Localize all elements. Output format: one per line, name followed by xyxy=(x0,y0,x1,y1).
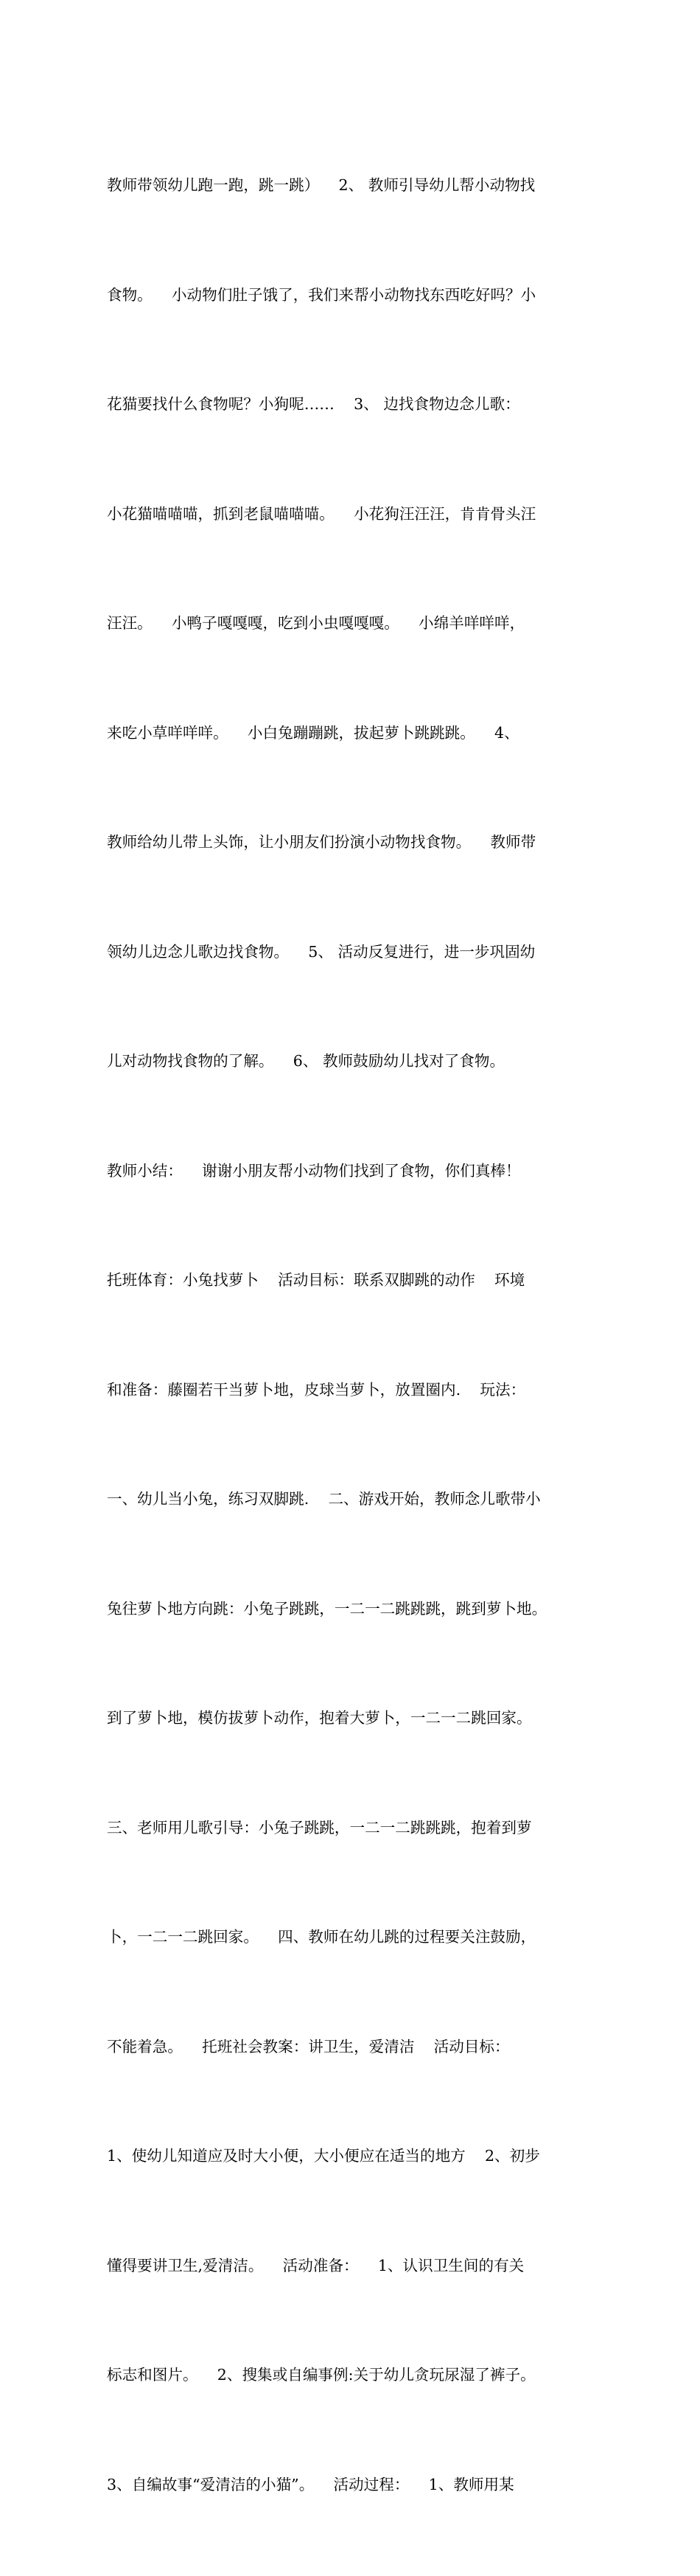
text-line: 到了萝卜地，模仿拔萝卜动作，抱着大萝卜，一二一二跳回家。 xyxy=(107,1709,532,1727)
body-text xyxy=(107,94,596,2576)
text-line: 教师给幼儿带上头饰，让小朋友们扮演小动物找食物。 教师带 xyxy=(107,833,536,851)
text-line: 来吃小草咩咩咩。 小白兔蹦蹦跳，拔起萝卜跳跳跳。 4、 xyxy=(107,723,519,742)
text-line: 不能着急。 托班社会教案：讲卫生，爱清洁 活动目标： xyxy=(107,2037,510,2055)
text-line: 懂得要讲卫生,爱清洁。 活动准备： 1、认识卫生间的有关 xyxy=(107,2256,525,2274)
text-line: 标志和图片。 2、搜集或自编事例:关于幼儿贪玩尿湿了裤子。 xyxy=(107,2366,536,2384)
text-line: 教师小结： 谢谢小朋友帮小动物们找到了食物，你们真棒！ xyxy=(107,1161,521,1180)
text-line: 兔往萝卜地方向跳：小兔子跳跳，一二一二跳跳跳，跳到萝卜地。 xyxy=(107,1599,547,1618)
text-line: 领幼儿边念儿歌边找食物。 5、 活动反复进行，进一步巩固幼 xyxy=(107,942,536,961)
text-line: 和准备：藤圈若干当萝卜地，皮球当萝卜，放置圈内. 玩法： xyxy=(107,1380,526,1399)
text-line: 1、使幼儿知道应及时大小便，大小便应在适当的地方 2、初步 xyxy=(107,2147,540,2165)
text-line: 三、老师用儿歌引导：小兔子跳跳，一二一二跳跳跳，抱着到萝 xyxy=(107,1818,532,1837)
text-line: 汪汪。 小鸭子嘎嘎嘎，吃到小虫嘎嘎嘎。 小绵羊咩咩咩， xyxy=(107,614,525,632)
text-line: 花猫要找什么食物呢？小狗呢…… 3、 边找食物边念儿歌： xyxy=(107,395,520,413)
text-line: 儿对动物找食物的了解。 6、 教师鼓励幼儿找对了食物。 xyxy=(107,1052,505,1070)
text-line: 一、幼儿当小兔，练习双脚跳. 二、游戏开始，教师念儿歌带小 xyxy=(107,1490,541,1508)
text-line: 食物。 小动物们肚子饿了，我们来帮小动物找东西吃好吗？小 xyxy=(107,285,536,304)
text-line: 托班体育：小兔找萝卜 活动目标：联系双脚跳的动作 环境 xyxy=(107,1271,525,1289)
text-line: 卜，一二一二跳回家。 四、教师在幼儿跳的过程要关注鼓励， xyxy=(107,1928,536,1946)
text-line: 小花猫喵喵喵，抓到老鼠喵喵喵。 小花狗汪汪汪，肯肯骨头汪 xyxy=(107,504,536,523)
text-line: 教师带领幼儿跑一跑，跳一跳） 2、 教师引导幼儿帮小动物找 xyxy=(107,176,536,194)
text-line: 3、自编故事“爱清洁的小猫”。 活动过程： 1、教师用某 xyxy=(107,2475,514,2493)
